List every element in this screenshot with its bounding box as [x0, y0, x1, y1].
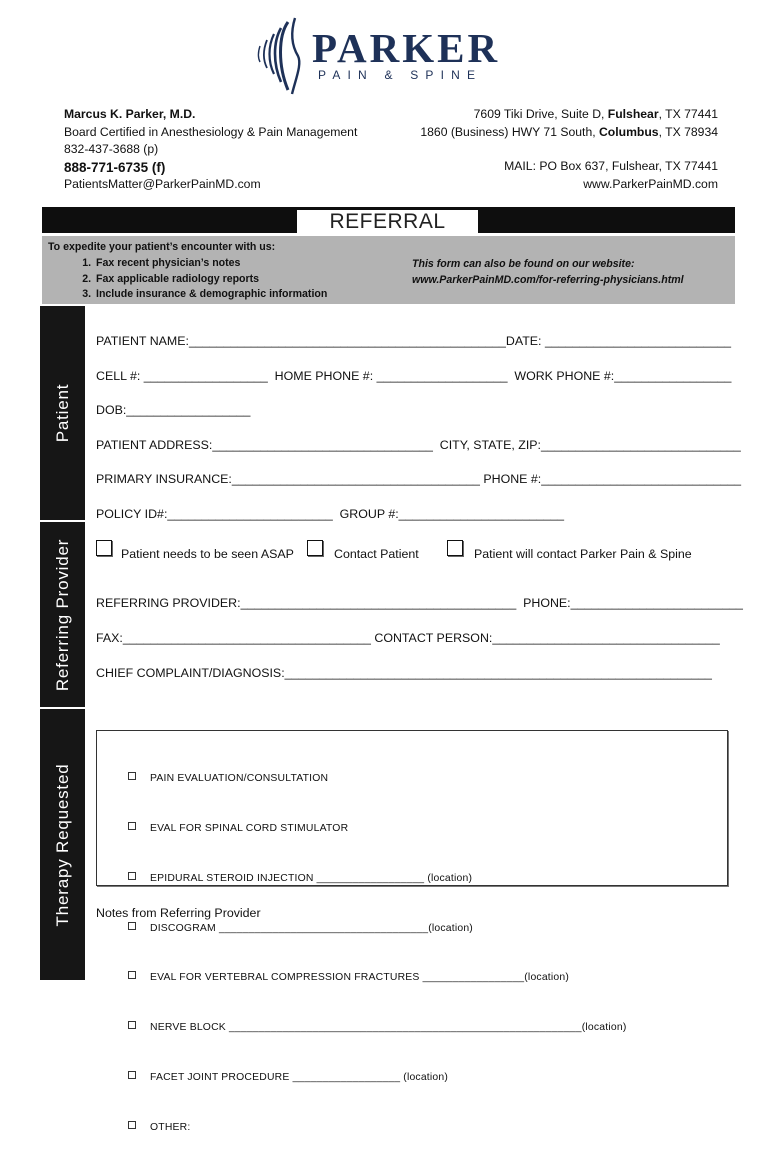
asap-label: Patient needs to be seen ASAP [121, 547, 294, 561]
patient-will-contact-label: Patient will contact Parker Pain & Spine [474, 547, 692, 561]
phone-number: 832-437-3688 (p) [64, 142, 159, 156]
contact-patient-label: Contact Patient [334, 547, 419, 561]
therapy-options [128, 738, 627, 1153]
instruction-item: 3. Include insurance & demographic information [94, 287, 327, 303]
policy-field[interactable]: POLICY ID#:________________________ GROUP #:________________________ [96, 507, 565, 521]
checkbox-icon[interactable] [128, 971, 136, 979]
contact-patient-checkbox[interactable] [307, 540, 323, 556]
complaint-field[interactable]: CHIEF COMPLAINT/DIAGNOSIS:______________________________________________________________ [96, 666, 712, 680]
checkbox-icon[interactable] [128, 1121, 136, 1129]
contact-left [64, 106, 357, 194]
asap-checkbox[interactable] [96, 540, 112, 556]
website-note-text: This form can also be found on our website: [412, 258, 635, 270]
address-fulshear: 7609 Tiki Drive, Suite D, Fulshear, TX 77441 [473, 107, 718, 121]
instructions-list [48, 240, 327, 303]
notes-label: Notes from Referring Provider [96, 906, 261, 920]
therapy-option[interactable]: EVAL FOR VERTEBRAL COMPRESSION FRACTURES _________________(location) [128, 970, 627, 987]
section-referring-label: Referring Provider [52, 538, 72, 691]
certification: Board Certified in Anesthesiology & Pain Management [64, 124, 358, 139]
brand-name: PARKER [312, 25, 501, 71]
checkbox-icon[interactable] [128, 772, 136, 780]
patient-will-contact-checkbox[interactable] [447, 540, 463, 556]
checkbox-icon[interactable] [128, 922, 136, 930]
instruction-item: 2. Fax applicable radiology reports [94, 272, 327, 288]
email: PatientsMatter@ParkerPainMD.com [64, 177, 261, 191]
dob-field[interactable]: DOB:__________________ [96, 403, 251, 417]
insurance-field[interactable]: PRIMARY INSURANCE:____________________________________ PHONE #:_____________________________ [96, 472, 742, 486]
mail-address: MAIL: PO Box 637, Fulshear, TX 77441 [504, 159, 718, 173]
section-therapy-label: Therapy Requested [52, 763, 72, 926]
address-columbus: 1860 (Business) HWY 71 South, Columbus, TX 78934 [420, 124, 718, 139]
contact-right [420, 106, 718, 193]
referring-provider-field[interactable]: REFERRING PROVIDER:________________________________________ PHONE:_________________________ [96, 596, 743, 610]
address-field[interactable]: PATIENT ADDRESS:________________________________ CITY, STATE, ZIP:_____________________________ [96, 438, 741, 452]
instruction-item: 1. Fax recent physician’s notes [94, 256, 327, 272]
instructions-heading: To expedite your patient’s encounter with us: [48, 241, 276, 253]
therapy-option[interactable]: PAIN EVALUATION/CONSULTATION [128, 771, 627, 788]
fax-field[interactable]: FAX:____________________________________ CONTACT PERSON:_________________________________ [96, 631, 720, 645]
section-patient-label: Patient [52, 383, 72, 443]
parker-logo-icon [248, 16, 306, 96]
checkbox-icon[interactable] [128, 822, 136, 830]
brand-tagline: PAIN & SPINE [318, 68, 483, 82]
form-title: REFERRAL [329, 210, 446, 233]
website[interactable]: www.ParkerPainMD.com [583, 176, 718, 191]
doctor-name: Marcus K. Parker, M.D. [64, 107, 196, 121]
therapy-option[interactable]: EVAL FOR SPINAL CORD STIMULATOR [128, 821, 627, 838]
patient-name-field[interactable]: PATIENT NAME:______________________________________________DATE: ___________________________ [96, 334, 731, 348]
therapy-option[interactable]: NERVE BLOCK ___________________________________________________________(location) [128, 1020, 627, 1037]
checkbox-icon[interactable] [128, 1021, 136, 1029]
therapy-option[interactable]: DISCOGRAM ___________________________________(location) [128, 921, 627, 938]
therapy-option[interactable]: FACET JOINT PROCEDURE __________________ (location) [128, 1070, 627, 1087]
fax-number: 888-771-6735 (f) [64, 159, 166, 175]
checkbox-icon[interactable] [128, 872, 136, 880]
therapy-option[interactable]: EPIDURAL STEROID INJECTION __________________ (location) [128, 871, 627, 888]
phone-fields[interactable]: CELL #: __________________ HOME PHONE #: ___________________ WORK PHONE #:_________________ [96, 369, 732, 383]
therapy-option[interactable]: OTHER: [128, 1120, 627, 1137]
checkbox-icon[interactable] [128, 1071, 136, 1079]
website-note [412, 257, 684, 289]
website-url[interactable]: www.ParkerPainMD.com/for-referring-physicians.html [412, 273, 684, 286]
